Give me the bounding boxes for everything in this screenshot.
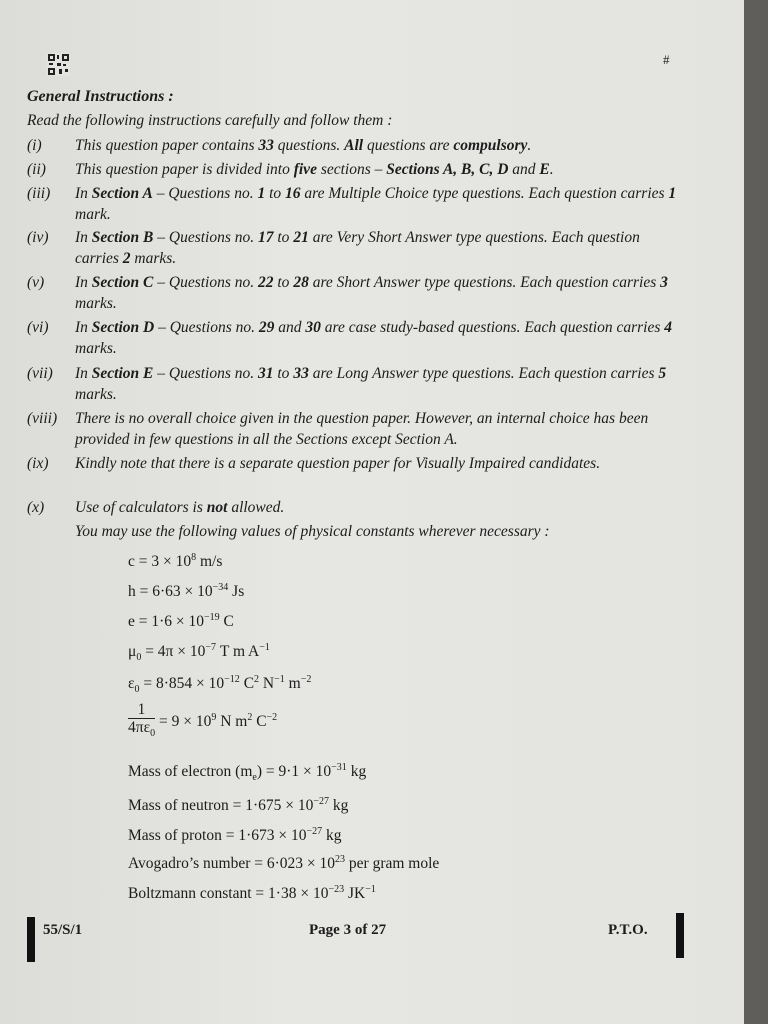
pto-label: P.T.O.	[608, 922, 648, 938]
instruction-item	[27, 272, 687, 314]
instruction-item	[27, 497, 687, 518]
constant-row: $\varepsilon_0 = 8\cdot 854 \times 10^{-12}$ $C^2$ $N^{-1}$ $m^{-2}$	[128, 674, 312, 695]
instructions-intro: Read the following instructions carefully and follow them :	[27, 112, 393, 129]
footer-right-bar	[676, 913, 684, 958]
instruction-item	[27, 453, 687, 474]
instruction-item	[27, 227, 687, 269]
instruction-number: (viii)	[27, 410, 58, 427]
instruction-item	[27, 317, 687, 359]
instruction-number: (v)	[27, 274, 45, 291]
instruction-number: (i)	[27, 137, 42, 154]
constants-intro: You may use the following values of physical constants wherever necessary :	[75, 523, 550, 540]
instruction-number: (x)	[27, 499, 45, 516]
instruction-text: There is no overall choice given in the question paper. However, an internal choice has been provided in few questions in all the Sections except Section A.	[75, 410, 649, 448]
instruction-number: (vi)	[27, 319, 49, 336]
instruction-text: In Section A – Questions no. 1 to 16 are Multiple Choice type questions. Each question carries 1 mark.	[75, 185, 677, 223]
instruction-number: (vii)	[27, 365, 53, 382]
instruction-number: (ix)	[27, 455, 49, 472]
instruction-item	[27, 135, 687, 156]
instruction-text: Kindly note that there is a separate question paper for Visually Impaired candidates.	[75, 455, 601, 472]
constant-row: $\frac{1}{4\pi\varepsilon_0}$ = $9 \times 10^9$ N $m^2$ $C^{-2}$	[128, 701, 278, 739]
instruction-number: (ii)	[27, 161, 46, 178]
instruction-item	[27, 408, 687, 450]
instruction-item	[27, 159, 687, 180]
constant-row: Avogadro’s number = $6\cdot 023 \times 10^{23}$ per gram mole	[128, 854, 440, 872]
paper-code: 55/S/1	[43, 922, 83, 938]
instruction-text: This question paper is divided into five sections – Sections A, B, C, D and E.	[75, 161, 554, 178]
instruction-text: Use of calculators is not allowed.	[75, 499, 285, 516]
instruction-text: This question paper contains 33 questions. All questions are compulsory.	[75, 137, 532, 154]
instruction-text: In Section D – Questions no. 29 and 30 are case study-based questions. Each question carries 4 marks.	[75, 319, 672, 357]
constant-row: Mass of electron $(m_e) = 9\cdot 1 \times 10^{-31}$ kg	[128, 762, 367, 783]
page-number: Page 3 of 27	[309, 922, 387, 938]
instruction-text: In Section B – Questions no. 17 to 21 are Very Short Answer type questions. Each question carries 2 marks.	[75, 229, 640, 267]
instructions-title: General Instructions :	[27, 88, 174, 105]
instruction-number: (iii)	[27, 185, 51, 202]
instruction-number: (iv)	[27, 229, 49, 246]
constant-row: $c = 3 \times 10^8$ m/s	[128, 552, 223, 570]
constant-row: $h = 6\cdot 63 \times 10^{-34}$ Js	[128, 582, 245, 600]
instruction-item	[27, 363, 687, 405]
constant-row: Mass of proton = $1\cdot 673 \times 10^{-27}$ kg	[128, 826, 342, 844]
instruction-text: In Section E – Questions no. 31 to 33 are Long Answer type questions. Each question carries 5 marks.	[75, 365, 667, 403]
constant-row: Boltzmann constant = $1\cdot 38 \times 10^{-23}$ $JK^{-1}$	[128, 884, 376, 902]
instruction-item	[27, 183, 687, 225]
constant-row: Mass of neutron = $1\cdot 675 \times 10^{-27}$ kg	[128, 796, 349, 814]
qr-code-icon	[47, 53, 70, 76]
constant-row: $e = 1\cdot 6 \times 10^{-19}$ C	[128, 612, 234, 630]
instruction-text: In Section C – Questions no. 22 to 28 are Short Answer type questions. Each question carries 3 marks.	[75, 274, 668, 312]
page-mark: #	[663, 52, 670, 67]
constant-row: $\mu_0 = 4\pi \times 10^{-7}$ T m $A^{-1}$	[128, 642, 270, 663]
footer-left-bar	[27, 917, 35, 962]
